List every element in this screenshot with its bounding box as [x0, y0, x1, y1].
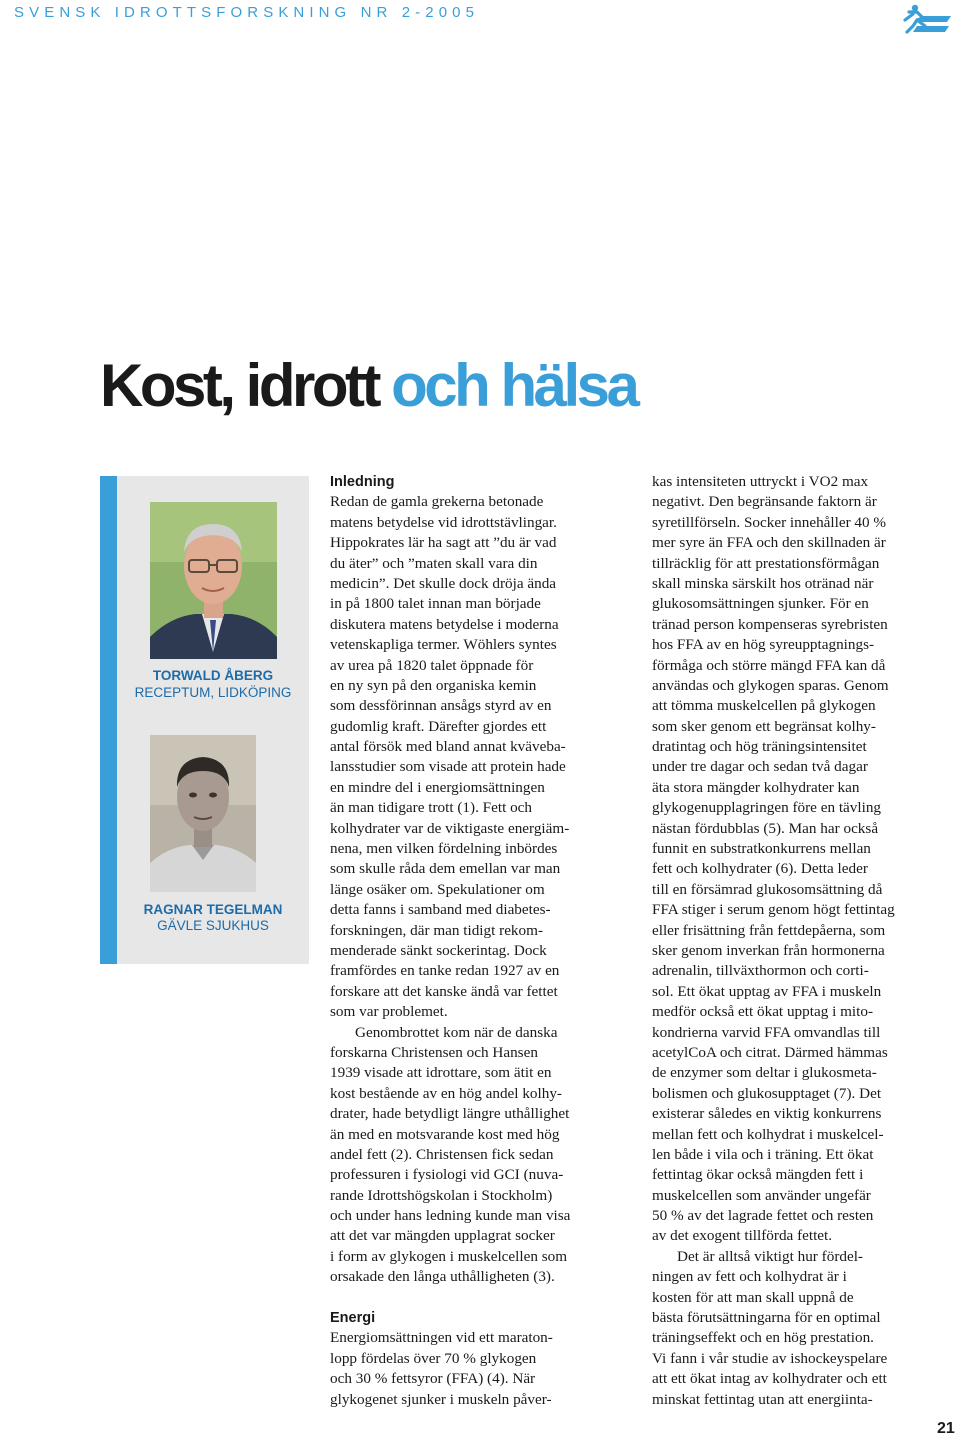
author-affiliation: GÄVLE SJUKHUS — [157, 918, 269, 933]
text-line: professuren i fysiologi vid GCI (nuva- — [330, 1166, 564, 1184]
text-line: Hippokrates lär ha sagt att ”du är vad — [330, 534, 557, 552]
text-column-right — [652, 472, 952, 1410]
text-line: orsakade den långa uthålligheten (3). — [330, 1268, 555, 1286]
title-accent: och hälsa — [391, 352, 637, 419]
author-photo-aberg — [150, 502, 277, 659]
text-line: Vi fann i vår studie av ishockeyspelare — [652, 1349, 888, 1367]
text-line: kosten för att man skall uppnå de — [652, 1288, 854, 1306]
text-line: sol. Ett ökat upptag av FFA i muskeln — [652, 982, 882, 1000]
running-head: SVENSK IDROTTSFORSKNING NR 2-2005 — [14, 4, 480, 21]
section-gap — [330, 1288, 636, 1308]
text-line: medför också ett ökat upptag i mito- — [652, 1003, 874, 1021]
text-line: kondrierna varvid FFA omvandlas till — [652, 1023, 881, 1041]
text-line: bästa förutsättningarna för en optimal — [652, 1309, 881, 1327]
text-line: en ny syn på den organiska kemin — [330, 676, 537, 694]
author-name: TORWALD ÅBERG — [152, 668, 274, 683]
text-line: gudomlig kraft. Därefter gjordes ett — [330, 717, 547, 735]
text-line: len både i vila och i träning. Ett ökat — [652, 1145, 874, 1163]
text-line: in på 1800 talet innan man började — [330, 595, 541, 613]
text-line: muskelcellen som använder ungefär — [652, 1186, 871, 1204]
text-line: forskarna Christensen och Hansen — [330, 1043, 538, 1061]
text-line: lansstudier som visade att protein hade — [330, 758, 566, 776]
text-line: ningen av fett och kolhydrat är i — [652, 1268, 847, 1286]
text-line: i form av glykogen i muskelcellen som — [330, 1247, 568, 1265]
text-line: än med en motsvarande kost med hög — [330, 1125, 560, 1143]
text-line: förmåga och större mängd FFA kan då — [652, 656, 886, 674]
text-line: än man tidigare trott (1). Fett och — [330, 799, 533, 817]
text-line: och 30 % fettsyror (FFA) (4). När — [330, 1370, 536, 1388]
text-line: som dessförinnan ansågs styrd av en — [330, 697, 552, 715]
text-line: skall minska särskilt hos otränad när — [652, 574, 874, 592]
text-line: matens betydelse vid idrottstävlingar. — [330, 513, 557, 531]
text-line: lopp fördelas över 70 % glykogen — [330, 1349, 537, 1367]
text-line: eller frisättning från fettdepåerna, som — [652, 921, 886, 939]
text-line: forskare att det kanske ändå var fettet — [330, 982, 558, 1000]
text-line: nena, men vilken fördelning inbördes — [330, 840, 558, 858]
text-line: nästan fördubblas (5). Man har också — [652, 819, 879, 837]
text-line: en mindre del i energiomsättningen — [330, 778, 545, 796]
text-line: till en försämrad glukosomsättning då — [652, 880, 883, 898]
paragraph-distribution — [652, 1247, 952, 1410]
paragraph-breakthrough — [330, 1023, 636, 1288]
text-line: kost bestående av en hög andel kolhy- — [330, 1084, 562, 1102]
text-line: av urea på 1820 talet öppnade för — [330, 656, 534, 674]
text-line: dratintag och hög träningsintensitet — [652, 738, 867, 756]
author-photo-tegelman — [150, 735, 256, 892]
page-number: 21 — [937, 1420, 955, 1437]
title-main: Kost, idrott — [100, 352, 392, 419]
text-line: Energiomsättningen vid ett maraton- — [330, 1329, 553, 1347]
text-line: tillräcklig för att prestationsförmågan — [652, 554, 880, 572]
text-line: som sker genom ett begränsat kolhy- — [652, 717, 876, 735]
text-line: hos FFA av en hög syreupptagnings- — [652, 636, 875, 654]
text-line: tränad person kompenseras syrebristen — [652, 615, 888, 633]
text-line: av det exogent tillförda fettet. — [652, 1227, 833, 1245]
text-line: medicin”. Det skulle dock dröja ända — [330, 574, 557, 592]
text-line: glukosomsättningen sjunker. För en — [652, 595, 869, 613]
text-line: användas och glykogen sparas. Genom — [652, 676, 889, 694]
text-line: 1939 visade att idrottare, som ätit en — [330, 1064, 552, 1082]
paragraph-energy — [330, 1328, 636, 1410]
text-line: forskningen, där man tidigt rekom- — [330, 921, 543, 939]
article-title — [100, 346, 636, 426]
author-affiliation: RECEPTUM, LIDKÖPING — [134, 685, 292, 700]
text-line: minskat fettintag utan att energiinta- — [652, 1390, 873, 1408]
text-line: detta fanns i samband med diabetes- — [330, 901, 551, 919]
text-line: mellan fett och kolhydrat i muskelcel- — [652, 1125, 884, 1143]
text-line: länge osäker om. Spekulationer om — [330, 880, 545, 898]
author-name: RAGNAR TEGELMAN — [143, 902, 283, 917]
text-line: 50 % av det lagrade fettet och resten — [652, 1207, 874, 1225]
text-line: att det var mängden upplagrat socker — [330, 1227, 555, 1245]
text-line: andel fett (2). Christensen fick sedan — [330, 1145, 554, 1163]
text-column-left — [330, 472, 636, 1410]
text-line: fett och kolhydrater (6). Detta leder — [652, 860, 868, 878]
text-line: adrenalin, tillväxthormon och corti- — [652, 962, 869, 980]
text-line: antal försök med bland annat kväveba- — [330, 738, 566, 756]
text-line: bolismen och glukosupptaget (7). Det — [652, 1084, 882, 1102]
text-line: du äter” och ”maten skall vara din — [330, 554, 538, 572]
section-heading: Inledning — [330, 474, 395, 490]
text-line: fettintag ökar också mängden fett i — [652, 1166, 864, 1184]
text-line: Genombrottet kom när de danska — [355, 1023, 558, 1041]
text-line: att ett ökat intag av kolhydrater och ett — [652, 1370, 887, 1388]
text-line: som var problemet. — [330, 1003, 448, 1021]
text-line: diskutera matens betydelse i moderna — [330, 615, 559, 633]
text-line: sker genom inverkan från hormonerna — [652, 941, 885, 959]
text-line: drater, hade betydligt längre uthållighet — [330, 1105, 570, 1123]
section-heading: Energi — [330, 1310, 376, 1327]
text-line: existerar således en viktig konkurrens — [652, 1105, 882, 1123]
runner-logo-icon — [887, 2, 955, 36]
text-line: träningseffekt och en hög prestation. — [652, 1329, 874, 1347]
text-line: mer syre än FFA och den skillnaden är — [652, 534, 886, 552]
text-line: rande Idrottshögskolan i Stockholm) — [330, 1186, 553, 1204]
text-line: Redan de gamla grekerna betonade — [330, 493, 544, 511]
text-line: glykogenet sjunker i muskeln påver- — [330, 1390, 552, 1408]
paragraph-intro — [330, 492, 636, 1022]
text-line: menderade sänkt sockerintag. Dock — [330, 941, 547, 959]
text-line: funnit en substratkonkurrens mellan — [652, 840, 871, 858]
text-line: de enzymer som deltar i glukosmeta- — [652, 1064, 877, 1082]
text-line: äta stora mängder kolhydrater kan — [652, 778, 860, 796]
text-line: vetenskapliga termer. Wöhlers syntes — [330, 636, 557, 654]
text-line: under tre dagar och sedan två dagar — [652, 758, 868, 776]
text-line: acetylCoA och citrat. Därmed hämmas — [652, 1043, 888, 1061]
text-line: negativt. Den begränsande faktorn är — [652, 493, 877, 511]
text-line: att tömma muskelcellen på glykogen — [652, 697, 876, 715]
text-line: FFA stiger i serum genom högt fettintag — [652, 901, 895, 919]
text-line: framfördes en tanke redan 1927 av en — [330, 962, 560, 980]
text-line: kolhydrater var de viktigaste energiäm- — [330, 819, 570, 837]
text-line: kas intensiteten uttryckt i VO2 max — [652, 473, 869, 490]
paragraph-substrate — [652, 472, 952, 1247]
text-line: syretillförseln. Socker innehåller 40 % — [652, 513, 887, 531]
text-line: som skulle råda dem emellan var man — [330, 860, 561, 878]
text-line: glykogenupplagringen före en tävling — [652, 799, 882, 817]
text-line: och under hans ledning kunde man visa — [330, 1207, 571, 1225]
text-line: Det är alltså viktigt hur fördel- — [677, 1247, 863, 1265]
